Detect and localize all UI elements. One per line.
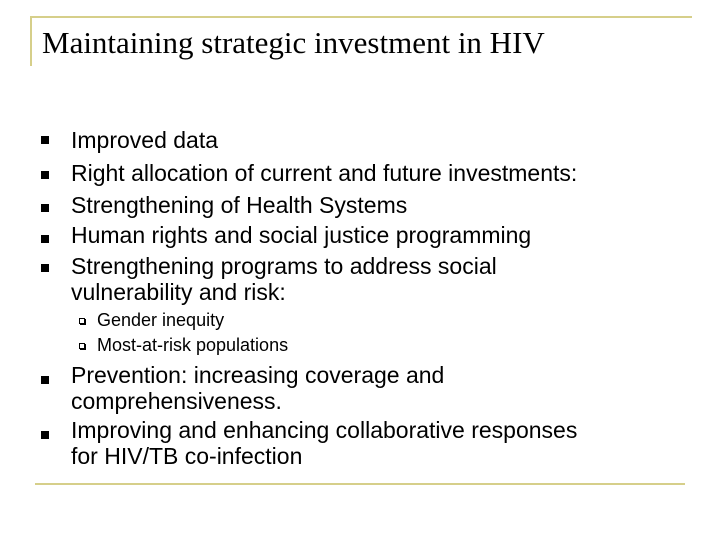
footer-rule — [35, 483, 685, 485]
bullet-text: Strengthening programs to address social — [71, 253, 497, 279]
bullet-text: Improving and enhancing collaborative responses — [71, 417, 578, 443]
square-bullet-icon — [41, 171, 49, 179]
sub-bullet-text: Most-at-risk populations — [97, 335, 289, 355]
square-bullet-icon — [41, 431, 49, 439]
square-bullet-icon — [41, 264, 49, 272]
bullet-text-continuation: vulnerability and risk: — [71, 279, 286, 305]
hollow-square-bullet-icon — [79, 318, 85, 324]
bullet-text-continuation: for HIV/TB co-infection — [71, 443, 303, 469]
bullet-text: Prevention: increasing coverage and — [71, 362, 445, 388]
sub-bullet-text: Gender inequity — [97, 310, 225, 330]
square-bullet-icon — [41, 376, 49, 384]
square-bullet-icon — [41, 235, 49, 243]
square-bullet-icon — [41, 136, 49, 144]
bullet-text-continuation: comprehensiveness. — [71, 388, 282, 414]
hollow-square-bullet-icon — [79, 343, 85, 349]
bullet-text: Strengthening of Health Systems — [71, 192, 408, 218]
slide-title: Maintaining strategic investment in HIV — [42, 25, 545, 60]
bullet-text: Right allocation of current and future investments: — [71, 160, 578, 186]
square-bullet-icon — [41, 204, 49, 212]
bullet-text: Improved data — [71, 127, 219, 153]
bullet-text: Human rights and social justice programming — [71, 222, 532, 248]
